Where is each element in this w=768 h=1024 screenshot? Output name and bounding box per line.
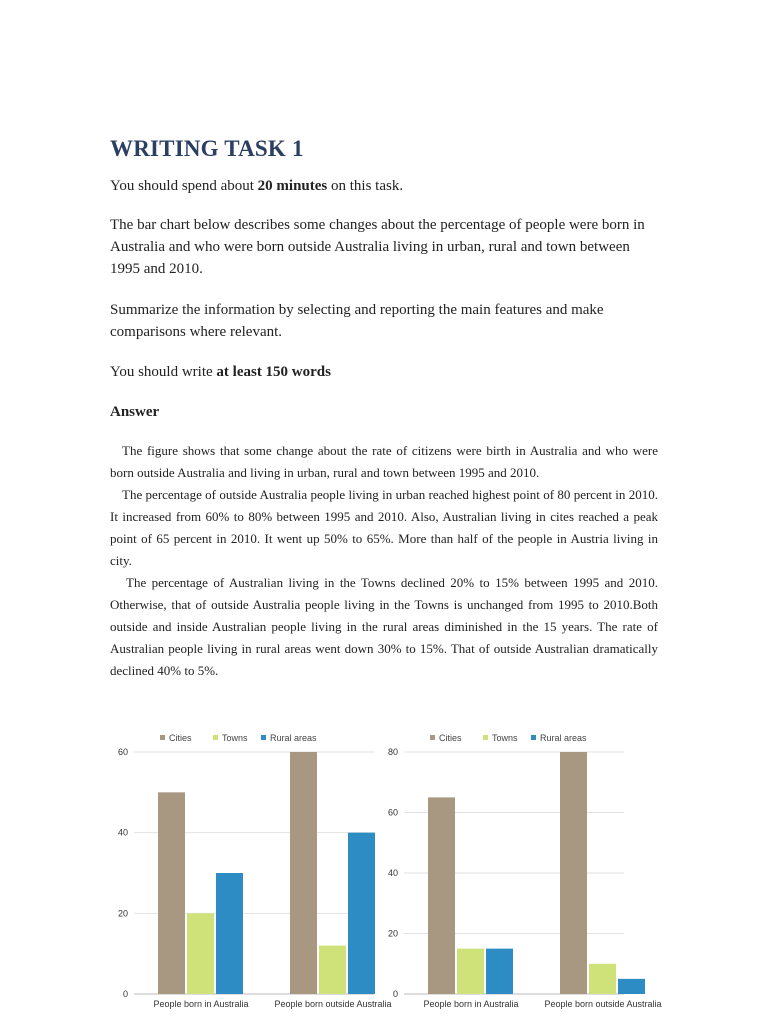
time-instruction bbox=[110, 175, 650, 197]
time-bold: 20 minutes bbox=[257, 178, 328, 194]
x-tick-label: People born in Australia bbox=[153, 999, 249, 1009]
bar-chart-left bbox=[112, 722, 392, 1016]
legend-label: Towns bbox=[492, 733, 518, 743]
bar bbox=[158, 792, 185, 994]
bar bbox=[618, 979, 645, 994]
bar bbox=[290, 752, 317, 994]
y-tick-label: 40 bbox=[117, 827, 128, 838]
bar bbox=[428, 797, 455, 994]
bar bbox=[187, 913, 214, 994]
bar bbox=[216, 873, 243, 994]
legend-swatch bbox=[213, 735, 218, 740]
legend-swatch bbox=[430, 735, 435, 740]
answer-paragraph: The percentage of Australian living in the Towns declined 20% to 15% between 1995 and 2010. Otherwise, that of outside Australia people living in the Towns is unchanged from 1995 to 2010.Both outside and inside Australian people living in the rural areas diminished in the 15 years. The rate of Australian people living in rural areas went down 30% to 15%. That of outside Australian dramatically declined 40% to 5%. bbox=[110, 575, 658, 678]
y-tick-label: 0 bbox=[122, 989, 128, 999]
time-prefix: You should spend about bbox=[110, 178, 258, 194]
y-tick-label: 20 bbox=[117, 908, 128, 919]
time-suffix: on this task. bbox=[327, 178, 404, 194]
legend-label: Towns bbox=[222, 733, 248, 743]
y-tick-label: 60 bbox=[387, 807, 398, 818]
bar bbox=[560, 752, 587, 994]
legend-label: Rural areas bbox=[540, 733, 587, 743]
legend-swatch bbox=[261, 735, 266, 740]
y-tick-label: 40 bbox=[387, 868, 398, 878]
y-tick-label: 0 bbox=[392, 989, 398, 999]
legend-label: Cities bbox=[439, 733, 462, 743]
answer-body bbox=[110, 440, 658, 682]
task-instructions: Summarize the information by selecting and reporting the main features and make comparisons where relevant. bbox=[110, 302, 604, 340]
bar bbox=[589, 964, 616, 994]
x-tick-label: People born outside Australia bbox=[274, 999, 392, 1009]
words-prefix: You should write bbox=[110, 364, 217, 380]
legend-label: Cities bbox=[169, 733, 192, 743]
x-tick-label: People born outside Australia bbox=[544, 999, 662, 1009]
words-bold: at least 150 words bbox=[216, 364, 331, 380]
bar bbox=[457, 949, 484, 994]
bar-chart-right bbox=[382, 722, 662, 1016]
answer-heading: Answer bbox=[110, 404, 160, 420]
y-tick-label: 60 bbox=[117, 747, 128, 757]
legend-swatch bbox=[483, 735, 488, 740]
task-description: The bar chart below describes some changes about the percentage of people were born in Australia and who were born outside Australia living in urban, rural and town between 1995 and 2010. bbox=[110, 217, 645, 277]
word-requirement bbox=[110, 361, 650, 383]
answer-paragraph: The figure shows that some change about the rate of citizens were birth in Australia and who were born outside Australia and living in urban, rural and town between 1995 and 2010. bbox=[110, 443, 658, 480]
legend-label: Rural areas bbox=[270, 733, 317, 743]
bar bbox=[319, 946, 346, 994]
x-tick-label: People born in Australia bbox=[423, 999, 519, 1009]
task-title: WRITING TASK 1 bbox=[110, 136, 304, 161]
legend-swatch bbox=[160, 735, 165, 740]
bar bbox=[348, 833, 375, 994]
y-tick-label: 20 bbox=[387, 928, 398, 939]
legend-swatch bbox=[531, 735, 536, 740]
bar bbox=[486, 949, 513, 994]
answer-paragraph: The percentage of outside Australia people living in urban reached highest point of 80 percent in 2010. It increased from 60% to 80% between 1995 and 2010. Also, Australian living in cites reached a peak point of 65 percent in 2010. It went up 50% to 65%. More than half of the people in Austria living in city. bbox=[110, 487, 658, 568]
y-tick-label: 80 bbox=[387, 747, 398, 757]
